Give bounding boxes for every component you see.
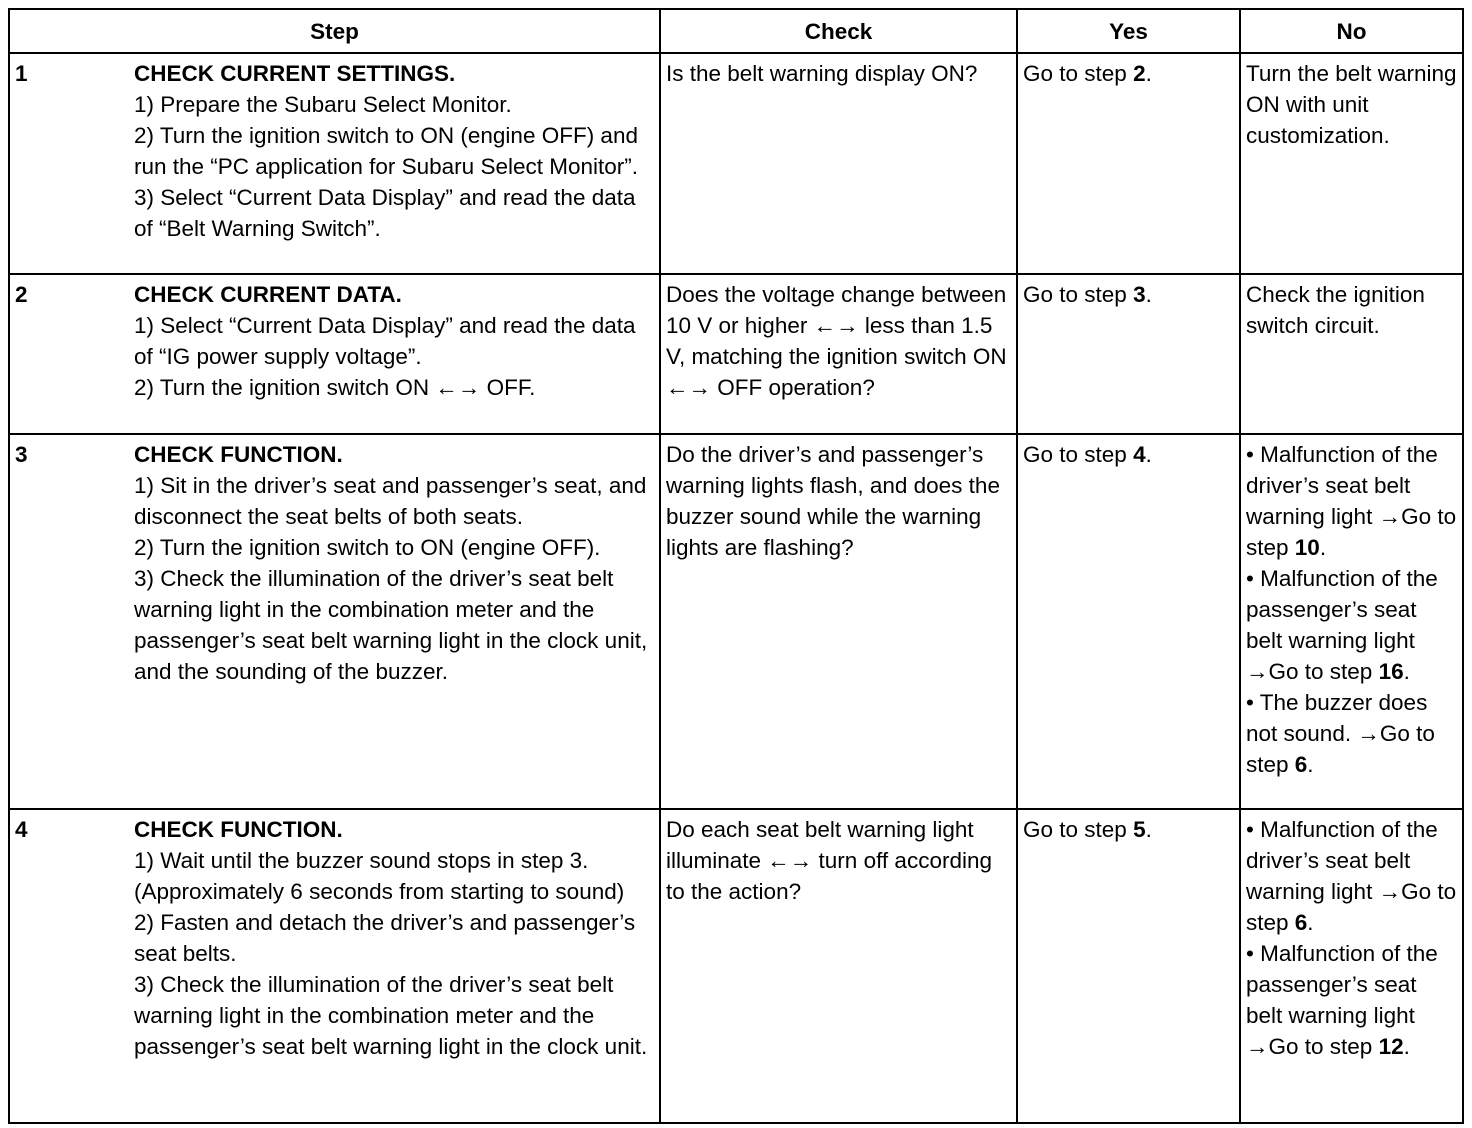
check-cell: Does the voltage change between 10 V or higher ←→ less than 1.5 V, matching the ignition switch ON ←→ OFF operation? <box>660 274 1017 434</box>
yes-step-ref: 5 <box>1133 817 1146 842</box>
yes-text: Go to step <box>1023 61 1134 86</box>
yes-text: Go to step <box>1023 442 1134 467</box>
no-item <box>1246 439 1457 563</box>
no-cell <box>1240 809 1463 1123</box>
diagnostic-table <box>8 8 1464 1124</box>
step-number: 3 <box>15 442 28 467</box>
substep: 2) Turn the ignition switch ON ←→ OFF. <box>134 375 536 400</box>
header-yes: Yes <box>1017 9 1240 53</box>
no-cell: Check the ignition switch circuit. <box>1240 274 1463 434</box>
step-number: 4 <box>15 817 28 842</box>
step-cell <box>9 274 660 434</box>
step-cell <box>9 53 660 274</box>
step-title: CHECK CURRENT DATA. <box>134 282 402 307</box>
header-row <box>9 9 1463 53</box>
step-cell <box>9 809 660 1123</box>
step-number: 1 <box>15 61 28 86</box>
substep: 2) Turn the ignition switch to ON (engine OFF). <box>134 535 601 560</box>
no-step-ref: 12 <box>1378 1034 1404 1059</box>
yes-step-ref: 2 <box>1133 61 1146 86</box>
table-row <box>9 274 1463 434</box>
yes-cell <box>1017 434 1240 809</box>
substep: 1) Prepare the Subaru Select Monitor. <box>134 92 512 117</box>
substep: 3) Select “Current Data Display” and read the data of “Belt Warning Switch”. <box>134 185 636 241</box>
check-cell: Do each seat belt warning light illuminate ←→ turn off according to the action? <box>660 809 1017 1123</box>
no-item <box>1246 814 1457 938</box>
no-step-ref: 6 <box>1294 910 1308 935</box>
yes-suffix: . <box>1145 61 1152 86</box>
yes-suffix: . <box>1145 817 1152 842</box>
yes-text: Go to step <box>1023 282 1134 307</box>
diagnostic-procedure-sheet <box>8 8 1462 1124</box>
no-item-suffix: . <box>1403 659 1410 684</box>
table-row <box>9 809 1463 1123</box>
check-cell: Is the belt warning display ON? <box>660 53 1017 274</box>
table-row <box>9 434 1463 809</box>
no-item-suffix: . <box>1307 752 1314 777</box>
header-step: Step <box>9 9 660 53</box>
yes-cell <box>1017 53 1240 274</box>
yes-step-ref: 4 <box>1133 442 1146 467</box>
substep: 2) Fasten and detach the driver’s and passenger’s seat belts. <box>134 910 636 966</box>
header-no: No <box>1240 9 1463 53</box>
check-cell: Do the driver’s and passenger’s warning lights flash, and does the buzzer sound while the warning lights are flashing? <box>660 434 1017 809</box>
no-item <box>1246 563 1457 687</box>
header-check: Check <box>660 9 1017 53</box>
substep: 1) Sit in the driver’s seat and passenger’s seat, and disconnect the seat belts of both seats. <box>134 473 647 529</box>
yes-cell <box>1017 274 1240 434</box>
no-step-ref: 6 <box>1294 752 1308 777</box>
substep: 2) Turn the ignition switch to ON (engine OFF) and run the “PC application for Subaru Select Monitor”. <box>134 123 638 179</box>
no-item-text: • Malfunction of the passenger’s seat belt warning light →Go to step <box>1246 941 1438 1059</box>
no-step-ref: 10 <box>1294 535 1320 560</box>
step-title: CHECK CURRENT SETTINGS. <box>134 61 456 86</box>
step-cell <box>9 434 660 809</box>
no-item-suffix: . <box>1319 535 1327 560</box>
no-item-suffix: . <box>1307 910 1314 935</box>
no-item-text: • Malfunction of the passenger’s seat belt warning light →Go to step <box>1246 566 1438 684</box>
no-item-suffix: . <box>1403 1034 1410 1059</box>
substep: 1) Wait until the buzzer sound stops in step 3. (Approximately 6 seconds from starting to sound) <box>134 848 625 904</box>
yes-cell <box>1017 809 1240 1123</box>
yes-step-ref: 3 <box>1133 282 1146 307</box>
substep: 1) Select “Current Data Display” and read the data of “IG power supply voltage”. <box>134 313 636 369</box>
no-item-text: • Malfunction of the driver’s seat belt warning light →Go to step <box>1246 442 1457 560</box>
yes-text: Go to step <box>1023 817 1134 842</box>
substep: 3) Check the illumination of the driver’s seat belt warning light in the combination meter and the passenger’s seat belt warning light in the clock unit. <box>134 972 648 1059</box>
no-step-ref: 16 <box>1378 659 1404 684</box>
yes-suffix: . <box>1145 442 1152 467</box>
step-number: 2 <box>15 282 28 307</box>
no-item-text: • Malfunction of the driver’s seat belt warning light →Go to step <box>1246 817 1457 935</box>
table-row <box>9 53 1463 274</box>
yes-suffix: . <box>1145 282 1152 307</box>
no-item <box>1246 687 1457 780</box>
substep: 3) Check the illumination of the driver’s seat belt warning light in the combination meter and the passenger’s seat belt warning light in the clock unit, and the sounding of the buzzer. <box>134 566 648 684</box>
step-title: CHECK FUNCTION. <box>134 442 343 467</box>
no-item <box>1246 938 1457 1062</box>
no-cell: Turn the belt warning ON with unit customization. <box>1240 53 1463 274</box>
no-cell <box>1240 434 1463 809</box>
no-item-text: • The buzzer does not sound. →Go to step <box>1246 690 1435 777</box>
step-title: CHECK FUNCTION. <box>134 817 343 842</box>
